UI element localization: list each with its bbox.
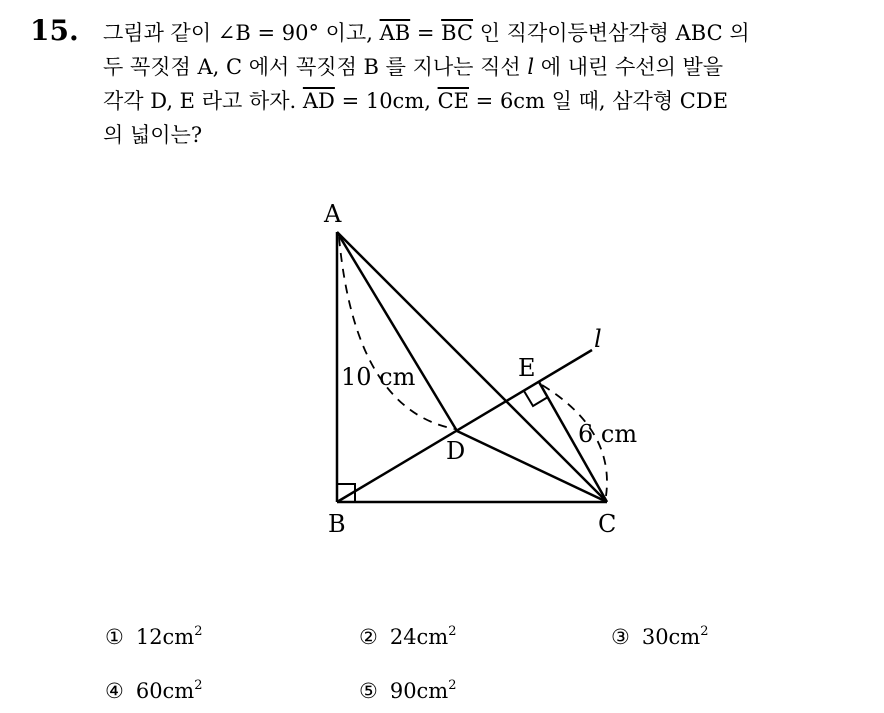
choice-3[interactable]: ③ $30cm^2$ xyxy=(611,624,709,649)
question-line-1: 그림과 같이 ∠B = 90° 이고, $\overline{AB} = \overline{BC}$ 인 직각이등변삼각형 ABC 의 xyxy=(103,21,750,45)
label-ad-length: 10 cm xyxy=(341,363,416,391)
choice-1[interactable]: ① $12cm^2$ xyxy=(105,624,203,649)
segment-bc: $\overline{BC}$ xyxy=(441,21,474,45)
label-d: D xyxy=(446,437,466,465)
label-l: l xyxy=(594,325,602,353)
label-c: C xyxy=(598,510,617,538)
question-text xyxy=(103,16,873,152)
label-a: A xyxy=(324,200,342,228)
label-ce-length: 6 cm xyxy=(578,420,638,448)
segment-ad: $\overline{AD}$ xyxy=(302,89,335,113)
question-line-4: 의 넓이는? xyxy=(103,123,203,147)
question-number: 15. xyxy=(30,14,79,47)
choice-2[interactable]: ② $24cm^2$ xyxy=(359,624,457,649)
question-line-3: 각각 D, E 라고 하자. $\overline{AD} = 10cm$, $\overline{CE} = 6cm$ 일 때, 삼각형 CDE xyxy=(103,89,729,113)
question-line-2: 두 꼭짓점 A, C 에서 꼭짓점 B 를 지나는 직선 l 에 내린 수선의 발을 xyxy=(103,55,724,79)
choice-4[interactable]: ④ $60cm^2$ xyxy=(105,678,203,703)
line-l-symbol: l xyxy=(527,55,535,79)
choice-5[interactable]: ⑤ $90cm^2$ xyxy=(359,678,457,703)
segment-ce: $\overline{CE}$ xyxy=(437,89,469,113)
segment-ad-line xyxy=(337,232,457,431)
segment-ab: $\overline{AB}$ xyxy=(379,21,411,45)
geometry-figure xyxy=(280,195,660,555)
label-b: B xyxy=(328,510,346,538)
label-e: E xyxy=(518,354,536,382)
